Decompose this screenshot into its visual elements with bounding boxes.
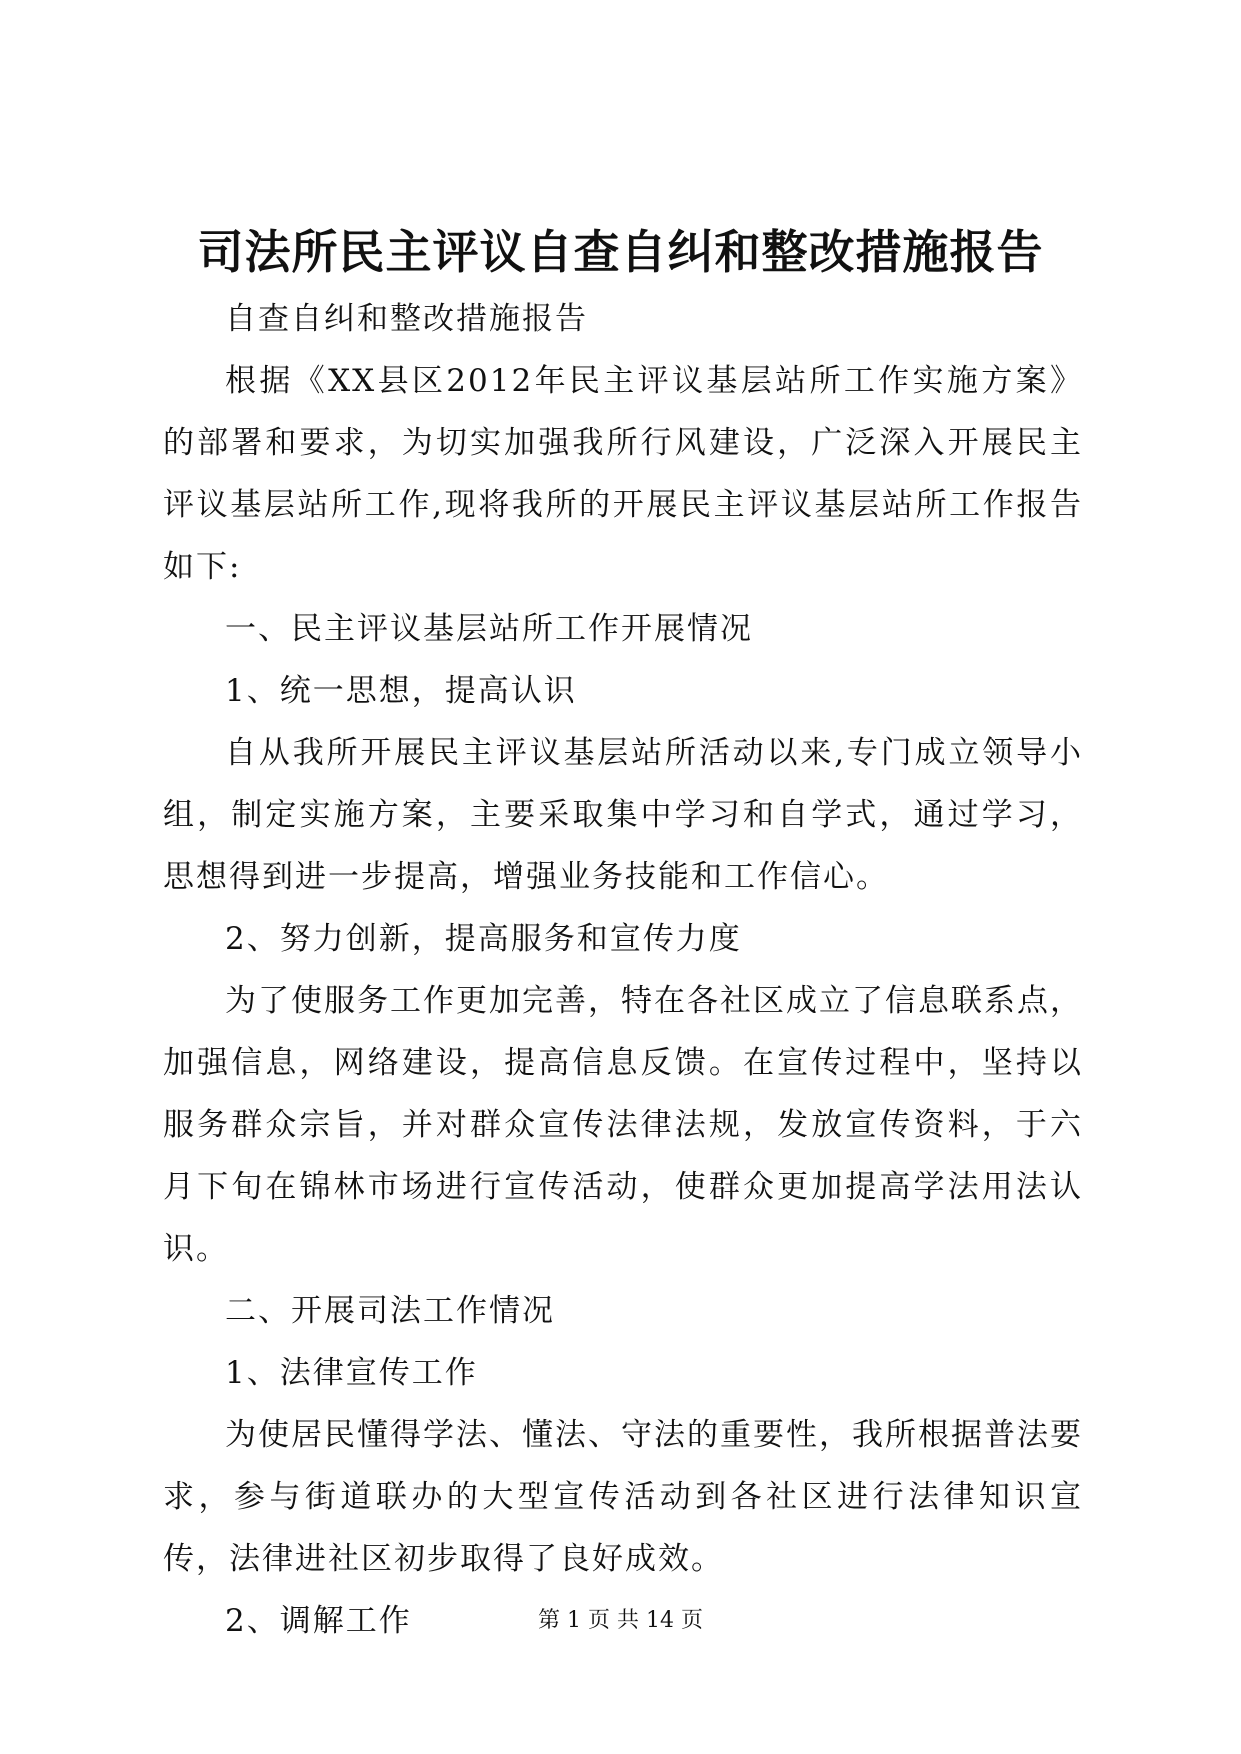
subsection-heading-1-2: 2、努力创新，提高服务和宣传力度 (225, 921, 742, 957)
page-number-footer: 第 1 页 共 14 页 (538, 1608, 703, 1633)
subsection-heading-1-1: 1、统一思想，提高认识 (225, 673, 577, 709)
subtitle-line: 自查自纠和整改措施报告 (225, 301, 588, 337)
document-body (163, 288, 1083, 1652)
section-heading-1: 一、民主评议基层站所工作开展情况 (225, 611, 753, 647)
section-heading-2: 二、开展司法工作情况 (225, 1293, 555, 1329)
paragraph-2-1: 为使居民懂得学法、懂法、守法的重要性，我所根据普法要求，参与街道联办的大型宣传活动到各社区进行法律知识宣传，法律进社区初步取得了良好成效。 (163, 1417, 1083, 1577)
paragraph-1-2: 为了使服务工作更加完善，特在各社区成立了信息联系点，加强信息，网络建设，提高信息反馈。在宣传过程中，坚持以服务群众宗旨，并对群众宣传法律法规，发放宣传资料，于六月下旬在锦林市场进行宣传活动，使群众更加提高学法用法认识。 (163, 983, 1083, 1267)
document-title: 司法所民主评议自查自纠和整改措施报告 (197, 225, 1044, 279)
subsection-heading-2-1: 1、法律宣传工作 (225, 1355, 478, 1391)
intro-paragraph: 根据《XX县区2012年民主评议基层站所工作实施方案》的部署和要求，为切实加强我所行风建设，广泛深入开展民主评议基层站所工作,现将我所的开展民主评议基层站所工作报告如下: (163, 363, 1083, 585)
paragraph-1-1: 自从我所开展民主评议基层站所活动以来,专门成立领导小组，制定实施方案，主要采取集中学习和自学式，通过学习，思想得到进一步提高，增强业务技能和工作信心。 (163, 735, 1083, 895)
subsection-heading-2-2: 2、调解工作 (225, 1603, 412, 1639)
